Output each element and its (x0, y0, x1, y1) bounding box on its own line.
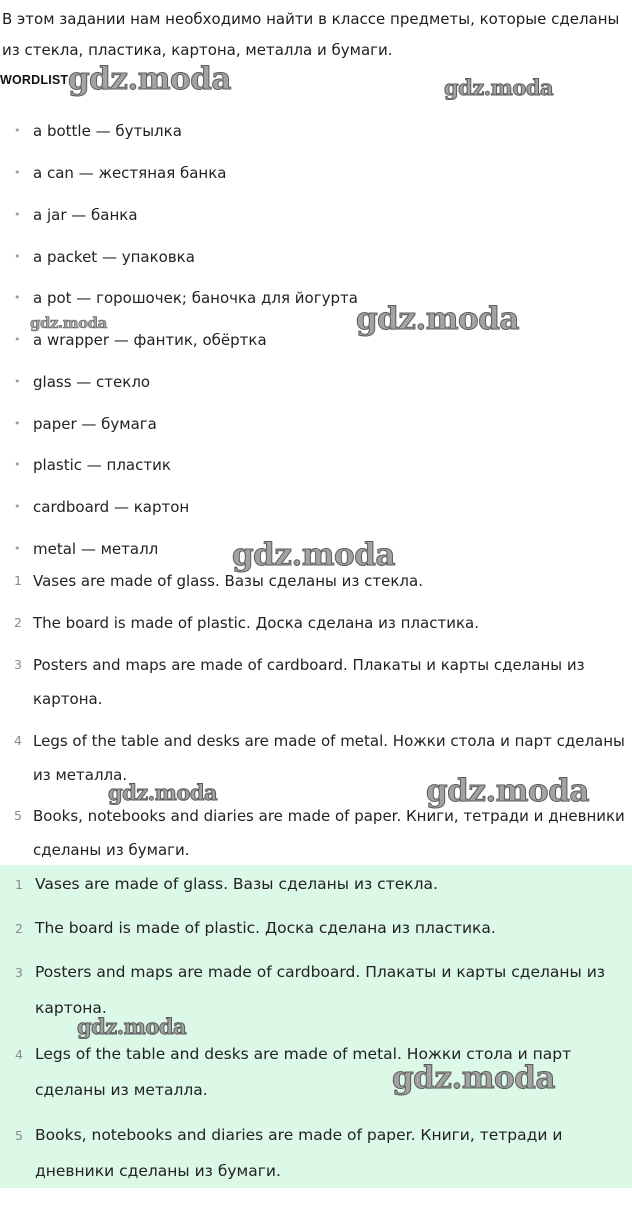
intro-text: В этом задании нам необходимо найти в классе предметы, которые сделаны из стекла, пластика, картона, металла и бумаги. (2, 10, 620, 59)
answer-text: The board is made of plastic. Доска сделана из пластика. (33, 614, 479, 632)
bullet-icon: • (14, 124, 21, 137)
bullet-icon: • (14, 333, 21, 346)
wordlist-item: • a jar — банка (14, 206, 138, 224)
answer-text: Vases are made of glass. Вазы сделаны из стекла. (35, 875, 438, 893)
answer-number: 4 (14, 733, 22, 748)
answer-number: 1 (15, 877, 23, 892)
watermark-logo: gdz.moda (68, 61, 231, 97)
watermark-logo: gdz.moda (232, 537, 395, 573)
answer-text: Legs of the table and desks are made of metal. Ножки стола и парт сделаны из металла. (35, 1045, 572, 1099)
watermark-logo: gdz.moda (108, 780, 218, 805)
bullet-icon: • (14, 250, 21, 263)
answer-number: 3 (15, 965, 23, 980)
answer-text: Posters and maps are made of cardboard. Плакаты и карты сделаны из картона. (33, 656, 585, 708)
answer-text: Legs of the table and desks are made of metal. Ножки стола и парт сделаны из металла. (33, 732, 625, 784)
answer-text: The board is made of plastic. Доска сделана из пластика. (35, 919, 496, 937)
wordlist-item: • paper — бумага (14, 415, 157, 433)
answer-item (14, 606, 626, 640)
bullet-icon: • (14, 458, 21, 471)
bullet-icon: • (14, 166, 21, 179)
answer-text: Vases are made of glass. Вазы сделаны из стекла. (33, 572, 423, 590)
bullet-icon: • (14, 500, 21, 513)
watermark-logo: gdz.moda (30, 314, 107, 332)
answer-number: 4 (15, 1047, 23, 1062)
wordlist-heading: WORDLIST (0, 73, 69, 87)
answer-item (14, 799, 626, 867)
answer-number: 3 (14, 657, 22, 672)
answer-number: 1 (14, 573, 22, 588)
answer-item (14, 648, 626, 716)
watermark-logo: gdz.moda (392, 1060, 555, 1096)
answer-box-item (15, 910, 632, 946)
watermark-logo: gdz.moda (356, 301, 519, 337)
bullet-icon: • (14, 208, 21, 221)
watermark-logo: gdz.moda (444, 75, 554, 100)
answer-number: 5 (14, 808, 22, 823)
answer-number: 2 (15, 921, 23, 936)
wordlist-item: • plastic — пластик (14, 456, 171, 474)
answer-text: Books, notebooks and diaries are made of paper. Книги, тетради и дневники сделаны из бумаги. (35, 1126, 563, 1180)
wordlist-item: • cardboard — картон (14, 498, 190, 516)
answer-text: Books, notebooks and diaries are made of paper. Книги, тетради и дневники сделаны из бумаги. (33, 807, 625, 859)
bullet-icon: • (14, 542, 21, 555)
answer-text: Posters and maps are made of cardboard. Плакаты и карты сделаны из картона. (35, 963, 606, 1017)
answer-box-item (15, 866, 632, 902)
watermark-logo: gdz.moda (426, 773, 589, 809)
bullet-icon: • (14, 375, 21, 388)
answer-number: 5 (15, 1128, 23, 1143)
bullet-icon: • (14, 291, 21, 304)
wordlist-item: • metal — металл (14, 540, 159, 558)
wordlist-item: • glass — стекло (14, 373, 151, 391)
bullet-icon: • (14, 417, 21, 430)
watermark-logo: gdz.moda (77, 1014, 187, 1039)
answer-number: 2 (14, 615, 22, 630)
wordlist-item: • a packet — упаковка (14, 248, 195, 266)
wordlist-item: • a bottle — бутылка (14, 122, 182, 140)
answer-box-item (15, 1117, 632, 1189)
wordlist-item: • a can — жестяная банка (14, 164, 227, 182)
wordlist-item: • a pot — горошочек; баночка для йогурта (14, 289, 358, 307)
wordlist-item: • a wrapper — фантик, обёртка (14, 331, 267, 349)
